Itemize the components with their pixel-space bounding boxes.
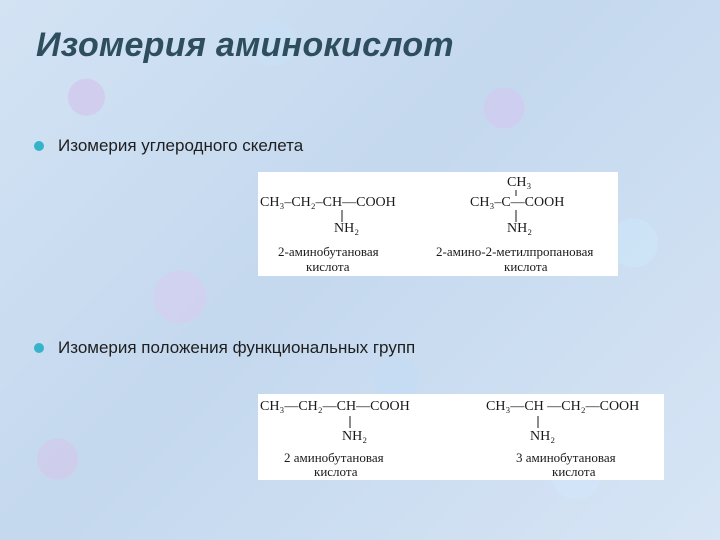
skeleton-isomers-figure <box>258 172 618 276</box>
formula-2-amino-2-methylpropanoic-nh2: NH₂ <box>507 221 533 236</box>
compound-name: кислота <box>552 464 596 479</box>
skeleton-isomers-panel <box>258 172 618 276</box>
compound-name: 3 аминобутановая <box>516 450 616 465</box>
compound-name: кислота <box>314 464 358 479</box>
compound-name: кислота <box>504 259 548 274</box>
compound-name: 2-амино-2-метилпропановая <box>436 244 594 259</box>
formula-methyl-top: CH₃ <box>507 175 532 190</box>
bullet-dot-icon <box>34 343 44 353</box>
formula-2-aminobutanoic-nh2: NH₂ <box>342 429 368 444</box>
compound-name: кислота <box>306 259 350 274</box>
formula-3-aminobutanoic-main: CH₃—CH —CH₂—COOH <box>486 399 640 414</box>
formula-2-aminobutanoic-nh2: NH₂ <box>334 221 360 236</box>
formula-2-aminobutanoic-main: CH₃–CH₂–CH—COOH <box>260 195 396 210</box>
compound-name: 2-аминобутановая <box>278 244 379 259</box>
compound-name: 2 аминобутановая <box>284 450 384 465</box>
position-isomers-figure <box>258 394 664 480</box>
formula-3-aminobutanoic-nh2: NH₂ <box>530 429 556 444</box>
bullet-position-isomerism <box>34 338 415 358</box>
formula-2-amino-2-methylpropanoic-main: CH₃–C—COOH <box>470 195 565 210</box>
slide-title: Изомерия аминокислот <box>36 26 454 64</box>
bullet-dot-icon <box>34 141 44 151</box>
position-isomers-panel <box>258 394 664 480</box>
bullet-skeleton-isomerism <box>34 136 303 156</box>
formula-2-aminobutanoic-main: CH₃—CH₂—CH—COOH <box>260 399 410 414</box>
bullet-label: Изомерия положения функциональных групп <box>58 338 416 357</box>
bullet-label: Изомерия углеродного скелета <box>58 136 304 155</box>
